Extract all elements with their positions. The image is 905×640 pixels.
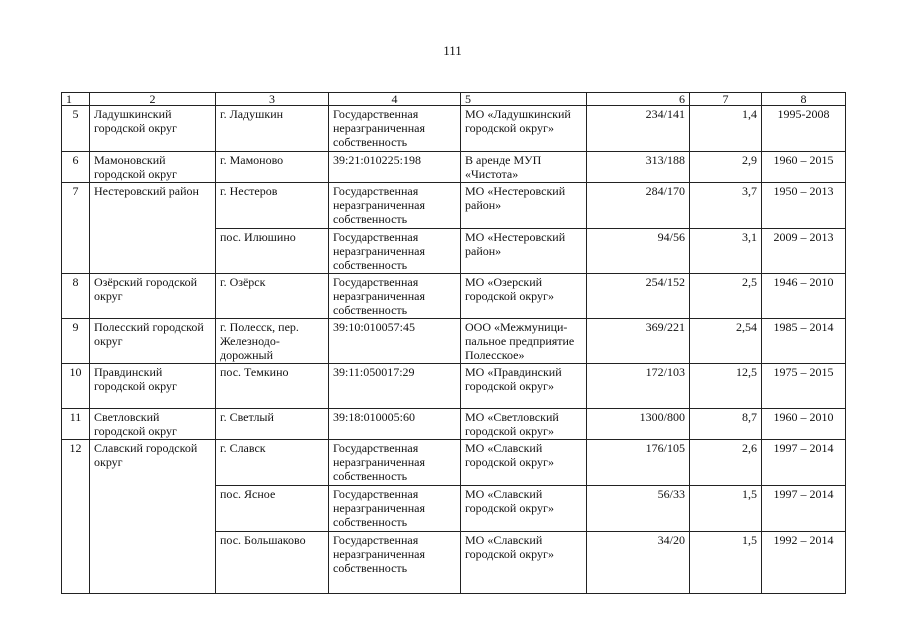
owner-cell: МО «Нестеровский район»: [461, 183, 587, 229]
area-cell: 254/152: [587, 274, 690, 319]
height-cell: 1,5: [690, 532, 762, 594]
area-cell: 369/221: [587, 319, 690, 364]
owner-cell: МО «Светловский городской округ»: [461, 409, 587, 440]
area-cell: 1300/800: [587, 409, 690, 440]
column-header: 5: [461, 93, 587, 106]
row-number: 7: [62, 183, 90, 274]
row-number: 12: [62, 440, 90, 594]
district-cell: Ладушкинский городской округ: [90, 106, 216, 152]
cadastral-cell: Государственная неразграниченная собственность: [329, 274, 461, 319]
cadastral-cell: Государственная неразграниченная собственность: [329, 532, 461, 594]
table-row: [62, 152, 846, 183]
height-cell: 2,54: [690, 319, 762, 364]
place-cell: г. Полесск, пер. Железнодо-дорожный: [216, 319, 329, 364]
column-header: 4: [329, 93, 461, 106]
height-cell: 8,7: [690, 409, 762, 440]
row-number: 9: [62, 319, 90, 364]
cadastral-cell: Государственная неразграниченная собственность: [329, 106, 461, 152]
owner-cell: В аренде МУП «Чистота»: [461, 152, 587, 183]
area-cell: 172/103: [587, 364, 690, 409]
area-cell: 176/105: [587, 440, 690, 486]
district-cell: Нестеровский район: [90, 183, 216, 274]
row-number: 6: [62, 152, 90, 183]
owner-cell: МО «Ладушкинский городской округ»: [461, 106, 587, 152]
column-header: 8: [762, 93, 846, 106]
years-cell: 1997 – 2014: [762, 440, 846, 486]
owner-cell: МО «Славский городской округ»: [461, 486, 587, 532]
years-cell: 1950 – 2013: [762, 183, 846, 229]
years-cell: 2009 – 2013: [762, 229, 846, 274]
cadastral-cell: Государственная неразграниченная собственность: [329, 229, 461, 274]
column-header: 6: [587, 93, 690, 106]
row-number: 11: [62, 409, 90, 440]
height-cell: 1,5: [690, 486, 762, 532]
cadastral-cell: 39:11:050017:29: [329, 364, 461, 409]
cadastral-cell: Государственная неразграниченная собственность: [329, 486, 461, 532]
place-cell: пос. Темкино: [216, 364, 329, 409]
height-cell: 1,4: [690, 106, 762, 152]
area-cell: 234/141: [587, 106, 690, 152]
owner-cell: МО «Нестеровский район»: [461, 229, 587, 274]
area-cell: 56/33: [587, 486, 690, 532]
years-cell: 1946 – 2010: [762, 274, 846, 319]
place-cell: г. Нестеров: [216, 183, 329, 229]
area-cell: 284/170: [587, 183, 690, 229]
table-row: [62, 319, 846, 364]
row-number: 10: [62, 364, 90, 409]
height-cell: 3,7: [690, 183, 762, 229]
height-cell: 2,6: [690, 440, 762, 486]
column-header: 1: [62, 93, 90, 106]
place-cell: г. Озёрск: [216, 274, 329, 319]
table-row: [62, 409, 846, 440]
cadastral-cell: 39:18:010005:60: [329, 409, 461, 440]
landfill-table: [61, 92, 846, 594]
cadastral-cell: Государственная неразграниченная собственность: [329, 440, 461, 486]
row-number: 5: [62, 106, 90, 152]
column-header: 3: [216, 93, 329, 106]
district-cell: Озёрский городской округ: [90, 274, 216, 319]
years-cell: 1995-2008: [762, 106, 846, 152]
cadastral-cell: Государственная неразграниченная собственность: [329, 183, 461, 229]
area-cell: 313/188: [587, 152, 690, 183]
page-number: 111: [443, 43, 462, 58]
row-number: 8: [62, 274, 90, 319]
owner-cell: МО «Славский городской округ»: [461, 532, 587, 594]
area-cell: 94/56: [587, 229, 690, 274]
column-header: 2: [90, 93, 216, 106]
district-cell: Светловский городской округ: [90, 409, 216, 440]
place-cell: г. Светлый: [216, 409, 329, 440]
years-cell: 1960 – 2015: [762, 152, 846, 183]
area-cell: 34/20: [587, 532, 690, 594]
owner-cell: ООО «Межмуници-пальное предприятие Полесское»: [461, 319, 587, 364]
years-cell: 1960 – 2010: [762, 409, 846, 440]
place-cell: пос. Илюшино: [216, 229, 329, 274]
years-cell: 1997 – 2014: [762, 486, 846, 532]
years-cell: 1985 – 2014: [762, 319, 846, 364]
owner-cell: МО «Озерский городской округ»: [461, 274, 587, 319]
header-row: [62, 93, 846, 106]
owner-cell: МО «Славский городской округ»: [461, 440, 587, 486]
district-cell: Полесский городской округ: [90, 319, 216, 364]
district-cell: Мамоновский городской округ: [90, 152, 216, 183]
column-header: 7: [690, 93, 762, 106]
table-row: [62, 274, 846, 319]
place-cell: г. Мамоново: [216, 152, 329, 183]
height-cell: 12,5: [690, 364, 762, 409]
owner-cell: МО «Правдинский городской округ»: [461, 364, 587, 409]
cadastral-cell: 39:10:010057:45: [329, 319, 461, 364]
place-cell: пос. Большаково: [216, 532, 329, 594]
cadastral-cell: 39:21:010225:198: [329, 152, 461, 183]
height-cell: 2,9: [690, 152, 762, 183]
table-row: [62, 364, 846, 409]
place-cell: г. Славск: [216, 440, 329, 486]
table-row: [62, 440, 846, 486]
years-cell: 1992 – 2014: [762, 532, 846, 594]
years-cell: 1975 – 2015: [762, 364, 846, 409]
place-cell: пос. Ясное: [216, 486, 329, 532]
height-cell: 2,5: [690, 274, 762, 319]
district-cell: Славский городской округ: [90, 440, 216, 594]
district-cell: Правдинский городской округ: [90, 364, 216, 409]
table-row: [62, 106, 846, 152]
height-cell: 3,1: [690, 229, 762, 274]
place-cell: г. Ладушкин: [216, 106, 329, 152]
table-row: [62, 183, 846, 229]
